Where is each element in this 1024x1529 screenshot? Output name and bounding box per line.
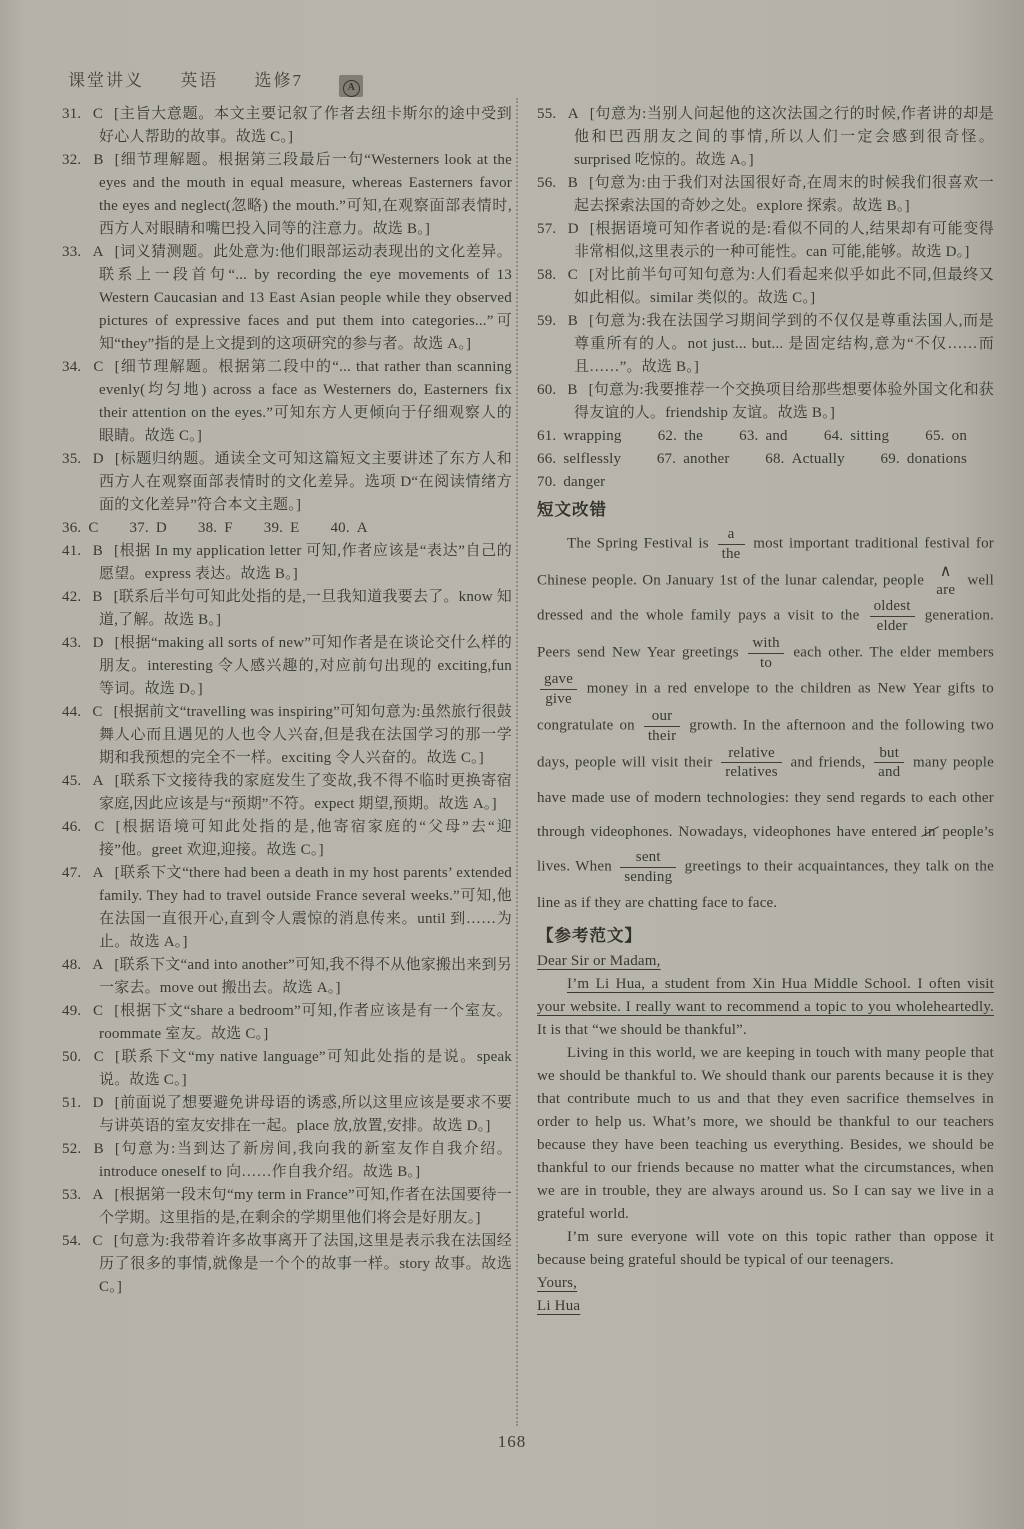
answer-number: 67. <box>656 451 677 467</box>
answer-explanation: [句意为:我在法国学习期间学到的不仅仅是尊重法国人,而是尊重所有的人。not just... but... 是固定结构,意为“不仅……而且……”。故选 B。] <box>574 313 995 375</box>
underline-segment: I’m Li Hua, a student from Xin Hua Middle School. I often visit your website. I really want to recommend a topic to you wholeheartedly. <box>537 975 994 1015</box>
error-correction-passage: The Spring Festival is a the most important traditional festival for Chinese people. On January 1st of the lunar calendar, people ∧ are well dressed and the whole family pays a visit to the oldest elder generation. Peers send New Year greetings with to each other. The elder members gave give money in a red envelope to the children as New Year gifts to congratulate on our their growth. In the afternoon and the following two days, people will visit their relative relatives and friends, but and many people have made use of modern technologies: they send regards to each other through videophones. Nowadays, videophones have entered in people’s lives. When sent sending greetings to their acquaintances, they talk on the line as if they are chatting face to face. <box>537 526 995 911</box>
answer-pair <box>824 428 889 444</box>
answer-letter: C <box>93 1003 104 1019</box>
answer-item <box>62 632 512 701</box>
correction-original: relative <box>721 745 782 764</box>
text-segment: Living in this world, we are keeping in touch with many people that we should be thankful to. We should thank our parents because it is they that contribute much to us and that they even sacrifice themselves in order to help us. What’s more, we should be thankful to our teachers because they have been teaching us everything. Besides, we should be thankful to our friends because no matter what the circumstances, when we are in trouble, they are always around us. So I can say we live in a grateful world. <box>537 1044 994 1222</box>
correction-mark <box>870 598 915 635</box>
correction-original: our <box>644 708 681 727</box>
answer-letter: A <box>92 1187 104 1203</box>
answer-number: 59. <box>537 313 557 329</box>
answer-explanation: [联系下文“my native language”可知此处指的是说。speak 说。故选 C。] <box>99 1049 512 1088</box>
answer-item <box>62 816 512 862</box>
answer-explanation: [主旨大意题。本文主要记叙了作者去纽卡斯尔的途中受到好心人帮助的故事。故选 C。] <box>99 106 512 145</box>
correction-revision: give <box>545 691 572 708</box>
answer-letter: B <box>93 152 104 168</box>
answer-number: 49. <box>62 1003 82 1019</box>
answer-number: 54. <box>62 1233 82 1249</box>
correction-revision: and <box>878 764 901 781</box>
answer-letter: C <box>567 267 578 283</box>
answer-letter: C <box>92 106 104 122</box>
answer-item <box>62 701 512 770</box>
answer-pair <box>537 474 605 490</box>
text-segment: It is that “we should be thankful”. <box>537 1021 747 1038</box>
answer-item <box>62 770 512 816</box>
answer-item <box>62 586 512 632</box>
answer-item <box>62 1230 512 1299</box>
answer-pair <box>881 451 968 467</box>
answer-number: 47. <box>62 865 82 881</box>
answer-item <box>537 103 994 172</box>
answer-number: 50. <box>62 1049 82 1065</box>
header-volume: 选修7 <box>254 71 303 90</box>
answer-explanation: [根据语境可知作者说的是:看似不同的人,结果却有可能变得非常相似,这里表示的一种可能性。can 可能,能够。故选 D。] <box>574 221 995 260</box>
answer-explanation: [前面说了想要避免讲母语的诱惑,所以这里应该是要求不要与讲英语的室友安排在一起。place 放,放置,安排。故选 D。] <box>99 1095 512 1134</box>
answer-value: A <box>356 520 368 536</box>
answer-value: and <box>765 428 788 444</box>
answer-letter: D <box>92 451 104 467</box>
answer-value: F <box>224 520 233 536</box>
answer-number: 33. <box>62 244 82 260</box>
letter-paragraph <box>537 973 994 1042</box>
answer-item <box>62 1046 512 1092</box>
header-series: 课堂讲义 <box>68 71 144 90</box>
correction-original: a <box>718 526 745 545</box>
answer-value: selflessly <box>563 451 622 467</box>
answer-item <box>62 103 512 149</box>
answer-number: 45. <box>62 773 82 789</box>
answer-explanation: [联系后半句可知此处指的是,一旦我知道我要去了。know 知道,了解。故选 B。] <box>99 589 512 628</box>
answer-number: 44. <box>62 704 82 720</box>
answer-letter: B <box>93 1141 104 1157</box>
correction-revision: the <box>721 545 741 562</box>
answer-item <box>62 448 512 517</box>
answer-explanation: [句意为:当别人问起他的这次法国之行的时候,作者讲的却是他和巴西朋友之间的事情,所以人们一定会感到很奇怪。surprised 吃惊的。故选 A。] <box>574 106 995 168</box>
answer-number: 41. <box>62 543 82 559</box>
answer-explanation: [细节理解题。根据第三段最后一句“Westerners look at the eyes and the mouth in equal measure, whereas Easterners favor the eyes and neglect(忽略) the mouth.”可知,在观察面部表情时,西方人对眼睛和嘴巴投入同等的注意力。故选 B。] <box>99 152 512 237</box>
letter-paragraph <box>537 1042 994 1226</box>
answer-pair <box>925 428 967 444</box>
answer-pair <box>62 520 99 536</box>
answer-explanation: [标题归纳题。通读全文可知这篇短文主要讲述了东方人和西方人在观察面部表情时的文化差异。选项 D“在阅读情绪方面的文化差异”符合本文主题。] <box>99 451 513 513</box>
correction-revision: relatives <box>725 764 778 781</box>
correction-revision: sending <box>624 869 673 886</box>
answer-number: 69. <box>880 451 900 467</box>
answer-pair <box>658 428 703 444</box>
answer-row <box>537 425 994 494</box>
answer-number: 58. <box>537 267 557 283</box>
answer-item <box>537 172 994 218</box>
answer-pair <box>765 451 845 467</box>
answer-number: 40. <box>330 520 350 536</box>
correction-mark <box>721 745 782 782</box>
underline-segment: Li Hua <box>537 1297 581 1314</box>
answer-letter: A <box>92 244 104 260</box>
letter-signature <box>537 1295 994 1318</box>
answer-number: 32. <box>62 152 82 168</box>
underline-segment: Yours, <box>537 1274 578 1291</box>
correction-original: sent <box>620 849 676 868</box>
answer-letter: B <box>567 382 578 398</box>
answer-explanation: [根据前文“travelling was inspiring”可知句意为:虽然旅行很鼓舞人心而且遇见的人也令人兴奋,但是我在法国学习的那一学期和我预想的完全不一样。exciting 令人兴奋的。故选 C。] <box>99 704 512 766</box>
answer-value: donations <box>906 451 968 467</box>
answer-letter: B <box>92 589 103 605</box>
page-number: 168 <box>497 1432 527 1451</box>
answer-item <box>537 310 994 379</box>
answer-item <box>62 1092 512 1138</box>
answer-value: the <box>684 428 704 444</box>
answer-pair <box>739 428 788 444</box>
answer-letter: B <box>92 543 103 559</box>
answer-number: 63. <box>739 428 759 444</box>
answer-number: 39. <box>263 520 284 536</box>
answer-number: 57. <box>537 221 557 237</box>
answer-value: C <box>88 520 99 536</box>
correction-mark <box>748 635 783 672</box>
answer-item <box>62 540 512 586</box>
answer-letter: A <box>92 773 104 789</box>
answer-explanation: [句意为:当到达了新房间,我向我的新室友作自我介绍。introduce oneself to 向……作自我介绍。故选 B。] <box>99 1141 512 1180</box>
answer-item <box>537 379 994 425</box>
correction-mark <box>540 671 577 708</box>
deleted-word: in <box>923 815 937 849</box>
answer-explanation: [根据下文“share a bedroom”可知,作者应该是有一个室友。roommate 室友。故选 C。] <box>99 1003 512 1042</box>
underline-segment: Dear Sir or Madam, <box>537 952 661 969</box>
answer-number: 52. <box>62 1141 82 1157</box>
correction-mark <box>874 745 904 782</box>
answer-number: 65. <box>925 428 945 444</box>
letter-paragraph <box>537 1226 994 1272</box>
answer-value: Actually <box>791 451 845 467</box>
answer-pair <box>537 451 621 467</box>
answer-letter: B <box>567 175 578 191</box>
correction-mark <box>644 708 681 745</box>
answer-letter: D <box>92 635 104 651</box>
answer-explanation: [对比前半句可知句意为:人们看起来似乎如此不同,但最终又如此相似。similar 类似的。故选 C。] <box>574 267 995 306</box>
answer-number: 42. <box>62 589 82 605</box>
right-column <box>537 103 994 1318</box>
answer-letter: A <box>92 865 104 881</box>
text-segment: I’m sure everyone will vote on this topic rather than oppose it because being grateful should be typical of our teenagers. <box>537 1228 994 1268</box>
answer-number: 61. <box>537 428 557 444</box>
answer-row <box>62 517 512 540</box>
answer-letter: C <box>92 1233 103 1249</box>
answer-item <box>62 149 512 241</box>
letter-salutation <box>537 950 994 973</box>
section-heading: 短文改错 <box>537 501 607 519</box>
answer-explanation: [根据“making all sorts of new”可知作者是在谈论交什么样的朋友。interesting 令人感兴趣的,对应前句出现的 exciting,fun 等词。故选 D。] <box>99 635 512 697</box>
answer-letter: A <box>567 106 579 122</box>
answer-number: 43. <box>62 635 82 651</box>
answer-number: 38. <box>197 520 218 536</box>
answer-item <box>537 218 994 264</box>
answer-pair <box>130 520 167 536</box>
answer-number: 60. <box>537 382 557 398</box>
column-divider <box>516 98 518 1426</box>
answer-letter: C <box>92 704 103 720</box>
header-subject: 英语 <box>180 71 219 90</box>
answer-number: 35. <box>62 451 82 467</box>
answer-value: wrapping <box>563 428 622 444</box>
correction-mark <box>718 526 745 563</box>
answer-number: 56. <box>537 175 557 191</box>
answer-explanation: [根据第一段末句“my term in France”可知,作者在法国要待一个学期。这里指的是,在剩余的学期里他们将会是好朋友。] <box>99 1187 513 1226</box>
answer-number: 36. <box>62 520 82 536</box>
answer-item <box>62 1184 512 1230</box>
answer-value: another <box>683 451 730 467</box>
answer-pair <box>330 520 367 536</box>
page-header <box>68 66 363 97</box>
answer-explanation: [句意为:我要推荐一个交换项目给那些想要体验外国文化和获得友谊的人。friendship 友谊。故选 B。] <box>574 382 995 421</box>
answer-value: D <box>155 520 167 536</box>
answer-letter: A <box>92 957 104 973</box>
correction-revision: to <box>760 654 773 671</box>
answer-number: 70. <box>537 474 557 490</box>
answer-number: 62. <box>657 428 678 444</box>
answer-number: 34. <box>62 359 82 375</box>
answer-explanation: [根据 In my application letter 可知,作者应该是“表达”自己的愿望。express 表达。故选 B。] <box>99 543 512 582</box>
answer-number: 31. <box>62 106 82 122</box>
answer-explanation: [联系下文“and into another”可知,我不得不从他家搬出来到另一家去。move out 搬出去。故选 A。] <box>99 957 513 996</box>
correction-original: oldest <box>870 598 915 617</box>
answer-explanation: [句意为:由于我们对法国很好奇,在周末的时候我们很喜欢一起去探索法国的奇妙之处。explore 探索。故选 B。] <box>574 175 995 214</box>
answer-number: 53. <box>62 1187 82 1203</box>
answer-explanation: [细节理解题。根据第二段中的“... that rather than scanning evenly(均匀地) across a face as Westerners do, Easterners fix their attention on the eyes.”可知东方人更倾向于仔细观察人的眼睛。故选 C。] <box>99 359 512 444</box>
answer-value: E <box>290 520 300 536</box>
answer-item <box>537 264 994 310</box>
answer-pair <box>657 451 730 467</box>
answer-number: 66. <box>537 451 557 467</box>
badge-letter: A <box>343 80 360 97</box>
answer-number: 37. <box>129 520 149 536</box>
answer-letter: B <box>567 313 578 329</box>
answer-value: sitting <box>850 428 890 444</box>
correction-revision: their <box>647 727 677 744</box>
correction-revision: elder <box>876 618 908 635</box>
answer-number: 64. <box>823 428 844 444</box>
answer-explanation: [词义猜测题。此处意为:他们眼部运动表现出的文化差异。联系上一段首句“... by recording the eye movements of 13 Western Caucasian and 13 East Asian people while they observed pictures of expressive faces and put them into categories...”可知“they”指的是上文提到的这项研究的参与者。故选 A。] <box>99 244 512 352</box>
answer-number: 68. <box>765 451 785 467</box>
answer-letter: C <box>94 819 105 835</box>
answer-explanation: [根据语境可知此处指的是,他寄宿家庭的“父母”去“迎接”他。greet 欢迎,迎接。故选 C。] <box>99 819 512 858</box>
answer-item <box>62 1138 512 1184</box>
answer-explanation: [句意为:我带着许多故事离开了法国,这里是表示我在法国经历了很多的事情,就像是一个个的故事一样。story 故事。故选 C。] <box>99 1233 513 1295</box>
correction-mark <box>620 849 676 886</box>
answer-value: on <box>951 428 968 444</box>
left-column <box>62 103 512 1299</box>
answer-explanation: [联系下文接待我的家庭发生了变故,我不得不临时更换寄宿家庭,因此应该是与“预期”不符。expect 期望,预期。故选 A。] <box>99 773 512 812</box>
correction-original: gave <box>540 671 577 690</box>
answer-letter: D <box>92 1095 104 1111</box>
answer-letter: C <box>93 359 104 375</box>
letter-closing <box>537 1272 994 1295</box>
answer-number: 46. <box>62 819 82 835</box>
answer-item <box>62 241 512 356</box>
answer-item <box>62 862 512 954</box>
inserted-word: are <box>936 581 956 598</box>
answer-pair <box>264 520 300 536</box>
answer-letter: D <box>567 221 579 237</box>
answer-item <box>62 1000 512 1046</box>
insertion-mark <box>932 563 959 599</box>
answer-number: 48. <box>62 957 82 973</box>
answer-letter: C <box>93 1049 104 1065</box>
answer-pair <box>198 520 233 536</box>
answer-item <box>62 954 512 1000</box>
correction-original: with <box>748 635 783 654</box>
correction-original: but <box>874 745 904 764</box>
publisher-badge-icon <box>339 75 363 97</box>
answer-pair <box>537 428 622 444</box>
answer-item <box>62 356 512 448</box>
answer-number: 51. <box>62 1095 82 1111</box>
answer-number: 55. <box>537 106 557 122</box>
caret-icon: ∧ <box>939 562 952 580</box>
answer-value: danger <box>563 474 606 490</box>
answer-explanation: [联系下文“there had been a death in my host parents’ extended family. They had to travel outside France several weeks.”可知,他在法国一直很开心,直到令人震惊的消息传来。until 到……为止。故选 A。] <box>99 865 513 950</box>
section-heading: 【参考范文】 <box>537 926 642 945</box>
model-essay-letter <box>537 950 994 1318</box>
